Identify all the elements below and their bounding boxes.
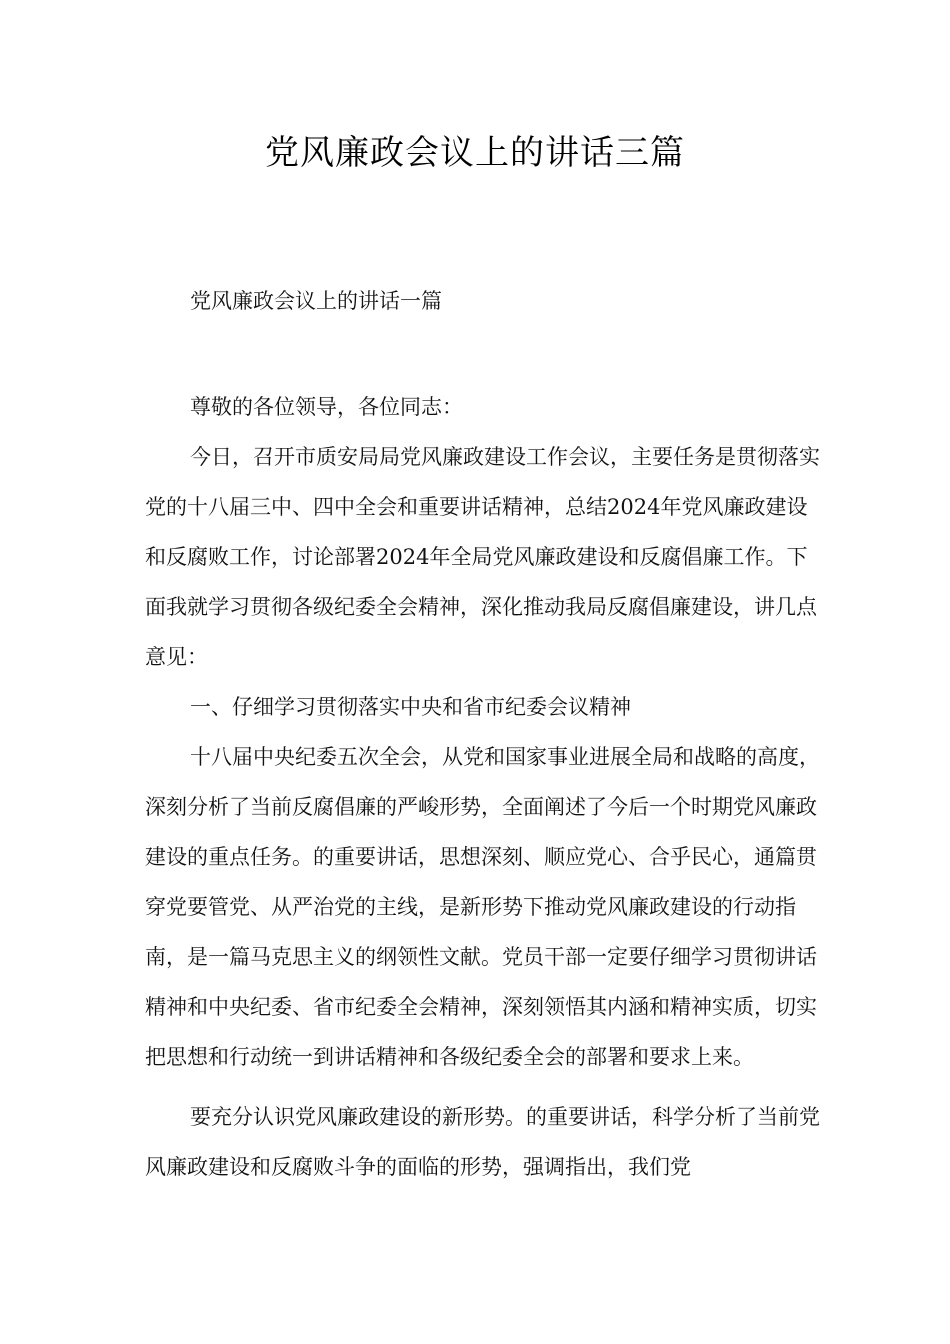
body-paragraph: 今日，召开市质安局局党风廉政建设工作会议，主要任务是贯彻落实党的十八届三中、四中全会和重要讲话精神，总结2024年党风廉政建设和反腐败工作，讨论部署2024年全局党风廉政建设和反腐倡廉工作。下面我就学习贯彻各级纪委全会精神，深化推动我局反腐倡廉建设，讲几点意见：: [145, 445, 820, 669]
section-subtitle: 党风廉政会议上的讲话一篇: [190, 289, 442, 313]
section-heading: 一、仔细学习贯彻落实中央和省市纪委会议精神: [190, 695, 631, 719]
document-body: [145, 382, 825, 1192]
document-title: 党风廉政会议上的讲话三篇: [265, 133, 685, 173]
salutation-paragraph: 尊敬的各位领导，各位同志：: [190, 395, 463, 419]
body-paragraph: 要充分认识党风廉政建设的新形势。的重要讲话，科学分析了当前党风廉政建设和反腐败斗争的面临的形势，强调指出，我们党: [145, 1105, 820, 1179]
body-paragraph: 十八届中央纪委五次全会，从党和国家事业进展全局和战略的高度，深刻分析了当前反腐倡廉的严峻形势，全面阐述了今后一个时期党风廉政建设的重点任务。的重要讲话，思想深刻、顺应党心、合乎民心，通篇贯穿党要管党、从严治党的主线，是新形势下推动党风廉政建设的行动指南，是一篇马克思主义的纲领性文献。党员干部一定要仔细学习贯彻讲话精神和中央纪委、省市纪委全会精神，深刻领悟其内涵和精神实质，切实把思想和行动统一到讲话精神和各级纪委全会的部署和要求上来。: [145, 745, 820, 1069]
